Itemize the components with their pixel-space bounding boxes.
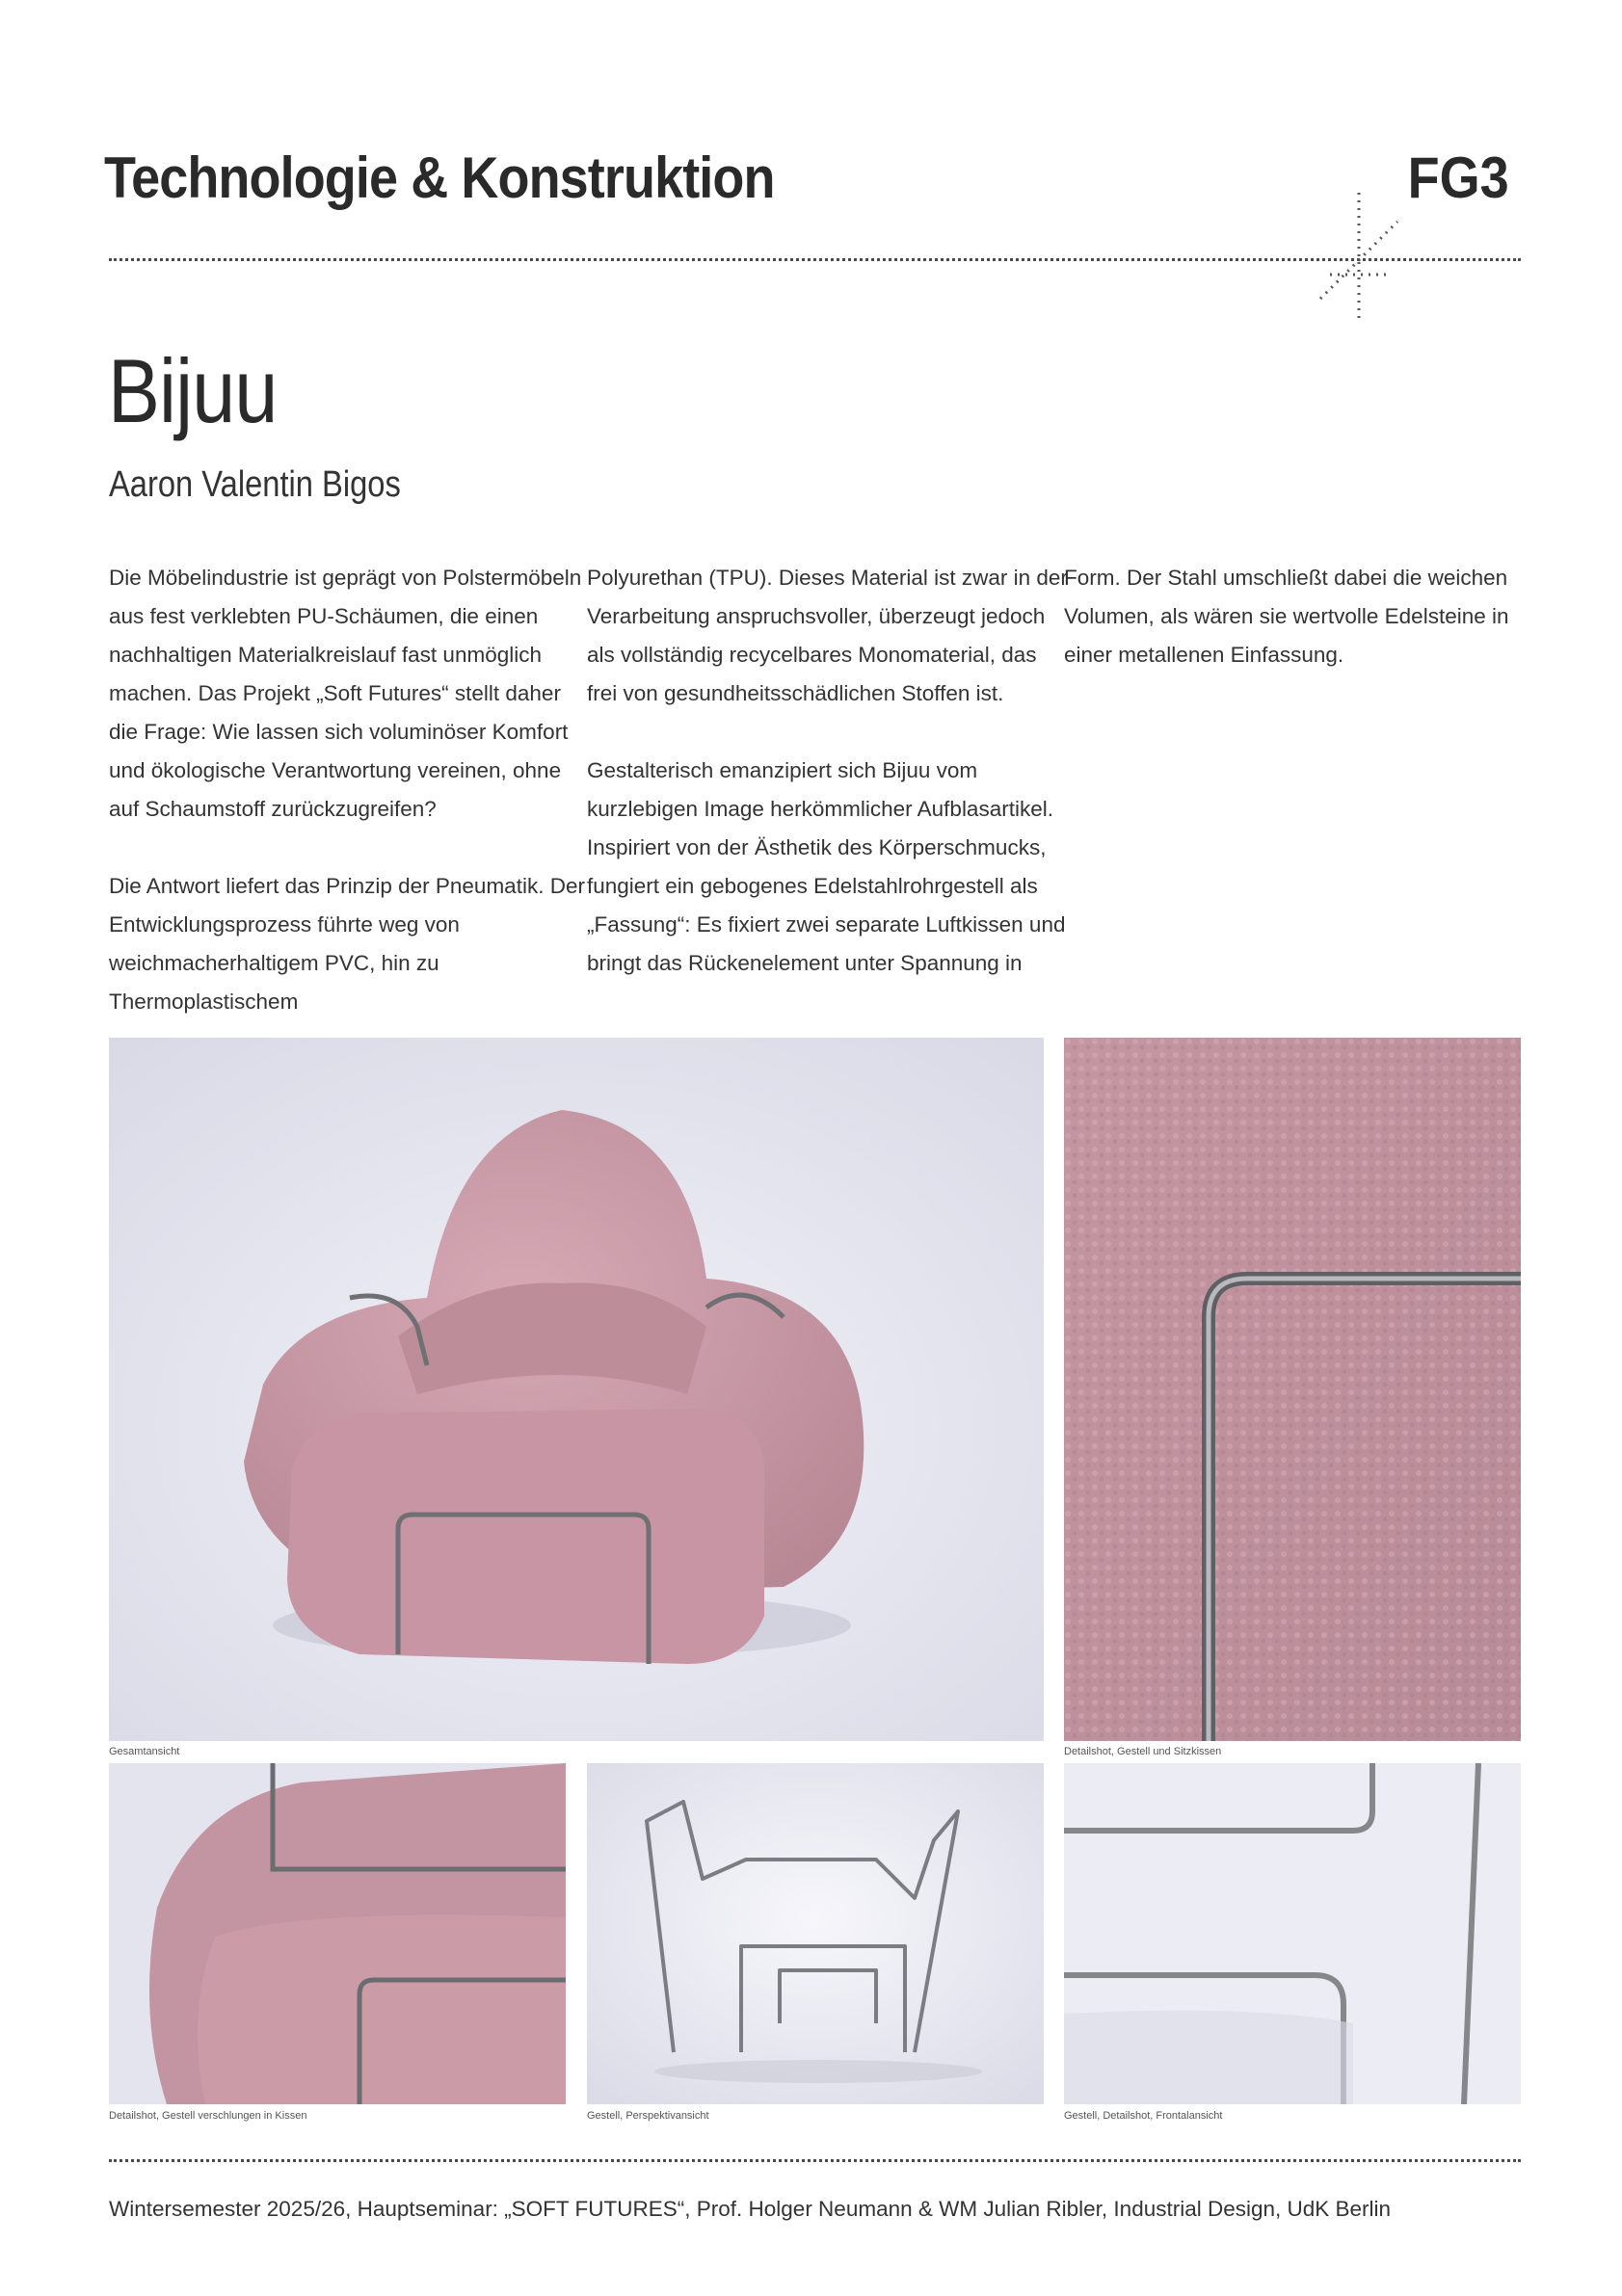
project-author: Aaron Valentin Bigos [109,464,401,505]
text-column-1 [109,559,591,1021]
photo-detail-frame-entwined [109,1763,566,2104]
text-column-2 [587,559,1069,983]
image-caption: Detailshot, Gestell und Sitzkissen [1064,1746,1222,1757]
paragraph: Form. Der Stahl umschließt dabei die weichen Volumen, als wären sie wertvolle Edelsteine in einer metallenen Einfassung. [1064,566,1509,667]
group-label: FG3 [1407,145,1509,210]
starburst-ornament-icon [1311,193,1407,328]
footer-divider [109,2159,1521,2162]
project-title: Bijuu [108,340,278,441]
paragraph: Gestalterisch emanzipiert sich Bijuu vom kurzlebigen Image herkömmlicher Aufblasartikel. Inspiriert von der Ästhetik des Körperschmucks, fungiert ein gebogenes Edelstahlrohrgestell als „Fassung“: Es fixiert zwei separate Luftkissen und bringt das Rückenelement unter Spannung in [587,758,1066,975]
image-caption: Gestell, Detailshot, Frontalansicht [1064,2110,1223,2122]
paragraph: Die Möbelindustrie ist geprägt von Polstermöbeln aus fest verklebten PU-Schäumen, die einen nachhaltigen Materialkreislauf fast unmöglich machen. Das Projekt „Soft Futures“ stellt daher die Frage: Wie lassen sich voluminöser Komfort und ökologische Verantwortung vereinen, ohne auf Schaumstoff zurückzugreifen? [109,566,582,821]
photo-frame-front-detail [1064,1763,1521,2104]
section-heading: Technologie & Konstruktion [104,145,775,210]
image-caption: Detailshot, Gestell verschlungen in Kissen [109,2110,307,2122]
footer-credits: Wintersemester 2025/26, Hauptseminar: „SOFT FUTURES“, Prof. Holger Neumann & WM Julian Ribler, Industrial Design, UdK Berlin [109,2197,1392,2221]
image-caption: Gesamtansicht [109,1746,180,1757]
photo-detail-frame-cushion [1064,1038,1521,1741]
paragraph: Polyurethan (TPU). Dieses Material ist zwar in der Verarbeitung anspruchsvoller, überzeugt jedoch als vollständig recycelbares Monomaterial, das frei von gesundheitsschädlichen Stoffen ist. [587,566,1068,705]
paragraph: Die Antwort liefert das Prinzip der Pneumatik. Der Entwicklungsprozess führte weg von weichmacherhaltigem PVC, hin zu Thermoplastischem [109,874,585,1014]
image-caption: Gestell, Perspektivansicht [587,2110,709,2122]
header-divider [109,258,1521,261]
photo-full-view [109,1038,1044,1741]
text-column-3 [1064,559,1521,674]
photo-frame-perspective [587,1763,1044,2104]
